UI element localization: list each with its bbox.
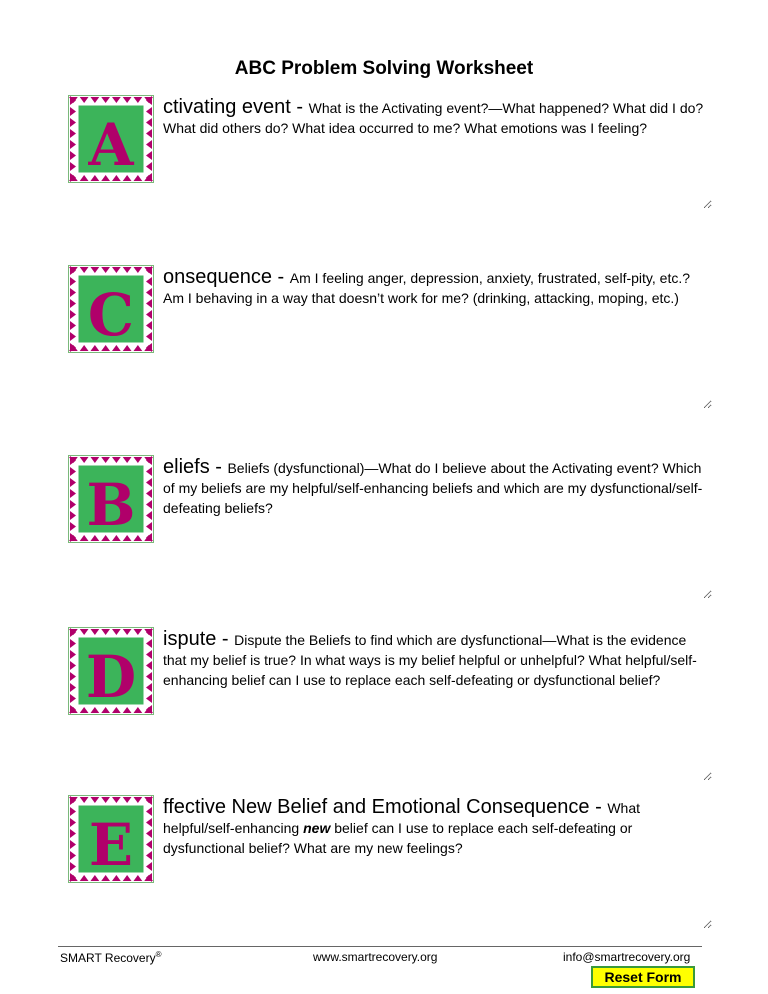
section-heading: ispute - xyxy=(163,628,235,650)
beliefs-field[interactable] xyxy=(163,545,712,599)
section-heading: eliefs - xyxy=(163,456,228,478)
footer-website[interactable]: www.smartrecovery.org xyxy=(313,950,438,964)
section-prompt: Dispute the Beliefs to find which are dysfunctional—What is the evidence that my belief is true? In what ways is my belief helpful or unhelpful? What helpful/self-enhancing belief can I use to replace each self-defeating or dysfunctional belief? xyxy=(163,632,697,688)
footer-email[interactable]: info@smartrecovery.org xyxy=(563,950,691,964)
reset-form-button[interactable]: Reset Form xyxy=(591,966,695,988)
letter-a-tile-icon xyxy=(68,95,154,183)
tile-letter: C xyxy=(87,281,135,349)
effective-new-belief-field[interactable] xyxy=(163,875,712,929)
tile-letter: B xyxy=(86,471,136,539)
letter-b-tile-icon xyxy=(68,455,154,543)
consequence-field[interactable] xyxy=(163,355,712,409)
page-title: ABC Problem Solving Worksheet xyxy=(234,58,534,79)
letter-c-tile-icon xyxy=(68,265,154,353)
section-prompt: What is the Activating event?—What happened? What did I do? What did others do? What idea occurred to me? What emotions was I feeling? xyxy=(163,100,704,136)
section-heading: ctivating event - xyxy=(163,96,309,118)
section-prompt: Beliefs (dysfunctional)—What do I believe about the Activating event? Which of my beliefs are my helpful/self-enhancing beliefs and which are my dysfunctional/self-defeating beliefs? xyxy=(163,460,703,516)
section-heading: onsequence - xyxy=(163,266,290,288)
section-prompt: Am I feeling anger, depression, anxiety, frustrated, self-pity, etc.? Am I behaving in a way that doesn’t work for me? (drinking, attacking, moping, etc.) xyxy=(163,270,691,306)
emphasis-new: new xyxy=(303,820,331,836)
footer-org: SMART Recovery® xyxy=(60,950,162,965)
tile-letter: A xyxy=(88,111,134,179)
footer-divider xyxy=(58,946,702,947)
section-heading: ffective New Belief and Emotional Consequence - xyxy=(163,796,608,818)
activating-event-field[interactable] xyxy=(163,155,712,209)
tile-letter: E xyxy=(88,811,134,879)
registered-mark: ® xyxy=(155,950,162,959)
section-prompt: What helpful/self-enhancing xyxy=(163,800,641,836)
section-prompt-end: belief can I use to replace each self-defeating or dysfunctional belief? What are my new feelings? xyxy=(163,820,633,856)
letter-d-tile-icon xyxy=(68,627,154,715)
dispute-field[interactable] xyxy=(163,727,712,781)
letter-e-tile-icon xyxy=(68,795,154,883)
tile-letter: D xyxy=(85,643,137,711)
